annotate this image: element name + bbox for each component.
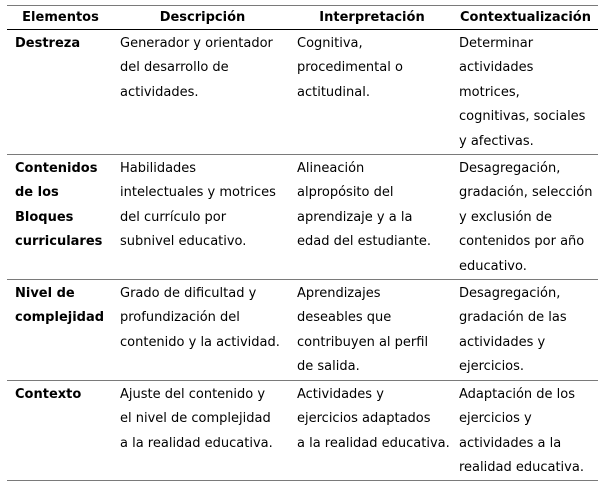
interpretation-line: de salida. xyxy=(297,359,360,375)
contextualization-line: realidad educativa. xyxy=(459,459,584,475)
contextualization-line: cognitivas, sociales xyxy=(459,109,586,125)
contextualization-line: y exclusión de xyxy=(459,209,553,225)
description-cell xyxy=(114,155,291,280)
interpretation-line: contribuyen al perfil xyxy=(297,334,429,350)
element-line: Bloques xyxy=(15,209,74,225)
description-cell xyxy=(114,380,291,481)
description-line: actividades. xyxy=(120,84,199,100)
interpretation-line: actitudinal. xyxy=(297,84,370,100)
description-line: del desarrollo de xyxy=(120,60,229,76)
element-cell xyxy=(7,30,114,155)
interpretation-cell xyxy=(291,30,453,155)
element-line: complejidad xyxy=(15,310,105,326)
interpretation-line: Alineación xyxy=(297,161,365,177)
contextualization-line: Desagregación, xyxy=(459,161,561,177)
description-line: Habilidades xyxy=(120,161,197,177)
contextualization-cell xyxy=(453,155,598,280)
contextualization-line: y afectivas. xyxy=(459,133,534,149)
contextualization-line: Determinar xyxy=(459,36,534,51)
header-descripcion: Descripción xyxy=(159,10,246,25)
contextualization-line: educativo. xyxy=(459,258,527,274)
description-line: contenido y la actividad. xyxy=(120,334,280,350)
interpretation-line: a la realidad educativa. xyxy=(297,435,450,451)
contextualization-line: motrices, xyxy=(459,84,520,100)
header-interpretacion: Interpretación xyxy=(319,10,425,25)
interpretation-line: Actividades y xyxy=(297,386,384,402)
description-line: Generador y orientador xyxy=(120,36,273,51)
element-cell xyxy=(7,280,114,381)
header-row xyxy=(7,6,598,30)
contextualization-line: actividades xyxy=(459,60,534,76)
contextualization-line: gradación, selección xyxy=(459,185,593,201)
contextualization-line: Desagregación, xyxy=(459,286,561,302)
interpretation-line: Cognitiva, xyxy=(297,36,363,51)
description-line: Grado de dificultad y xyxy=(120,286,257,302)
contextualization-cell xyxy=(453,30,598,155)
contextualization-cell xyxy=(453,380,598,481)
header-contextualizacion: Contextualización xyxy=(460,10,591,25)
contextualization-line: contenidos por año xyxy=(459,234,585,250)
element-line: Contenidos xyxy=(15,161,98,177)
interpretation-line: deseables que xyxy=(297,310,392,326)
interpretation-line: edad del estudiante. xyxy=(297,234,431,250)
contextualization-line: ejercicios y xyxy=(459,411,532,427)
contextualization-line: ejercicios. xyxy=(459,359,525,375)
contextualization-cell xyxy=(453,280,598,381)
table-body xyxy=(7,30,598,481)
description-line: a la realidad educativa. xyxy=(120,435,273,451)
element-cell xyxy=(7,380,114,481)
element-line: Destreza xyxy=(15,36,81,51)
interpretation-line: Aprendizajes xyxy=(297,286,381,302)
elements-table xyxy=(7,5,598,481)
table-row xyxy=(7,155,598,280)
interpretation-line: ejercicios adaptados xyxy=(297,411,431,427)
contextualization-line: Adaptación de los xyxy=(459,386,576,402)
description-line: el nivel de complejidad xyxy=(120,411,271,427)
table-row xyxy=(7,380,598,481)
element-line: Contexto xyxy=(15,386,82,402)
interpretation-line: procedimental o xyxy=(297,60,403,76)
interpretation-cell xyxy=(291,155,453,280)
description-line: profundización del xyxy=(120,310,240,326)
interpretation-cell xyxy=(291,380,453,481)
description-line: Ajuste del contenido y xyxy=(120,386,266,402)
description-cell xyxy=(114,30,291,155)
description-cell xyxy=(114,280,291,381)
contextualization-line: gradación de las xyxy=(459,310,567,326)
table-row xyxy=(7,280,598,381)
table-row xyxy=(7,30,598,155)
interpretation-line: aprendizaje y a la xyxy=(297,209,413,225)
description-line: intelectuales y motrices xyxy=(120,185,276,201)
contextualization-line: actividades a la xyxy=(459,435,562,451)
description-line: subnivel educativo. xyxy=(120,234,247,250)
element-line: Nivel de xyxy=(15,286,75,302)
interpretation-cell xyxy=(291,280,453,381)
element-line: de los xyxy=(15,185,59,201)
description-line: del currículo por xyxy=(120,209,227,225)
element-line: curriculares xyxy=(15,234,103,250)
header-elementos: Elementos xyxy=(22,10,99,25)
interpretation-line: alpropósito del xyxy=(297,185,394,201)
contextualization-line: actividades y xyxy=(459,334,546,350)
element-cell xyxy=(7,155,114,280)
